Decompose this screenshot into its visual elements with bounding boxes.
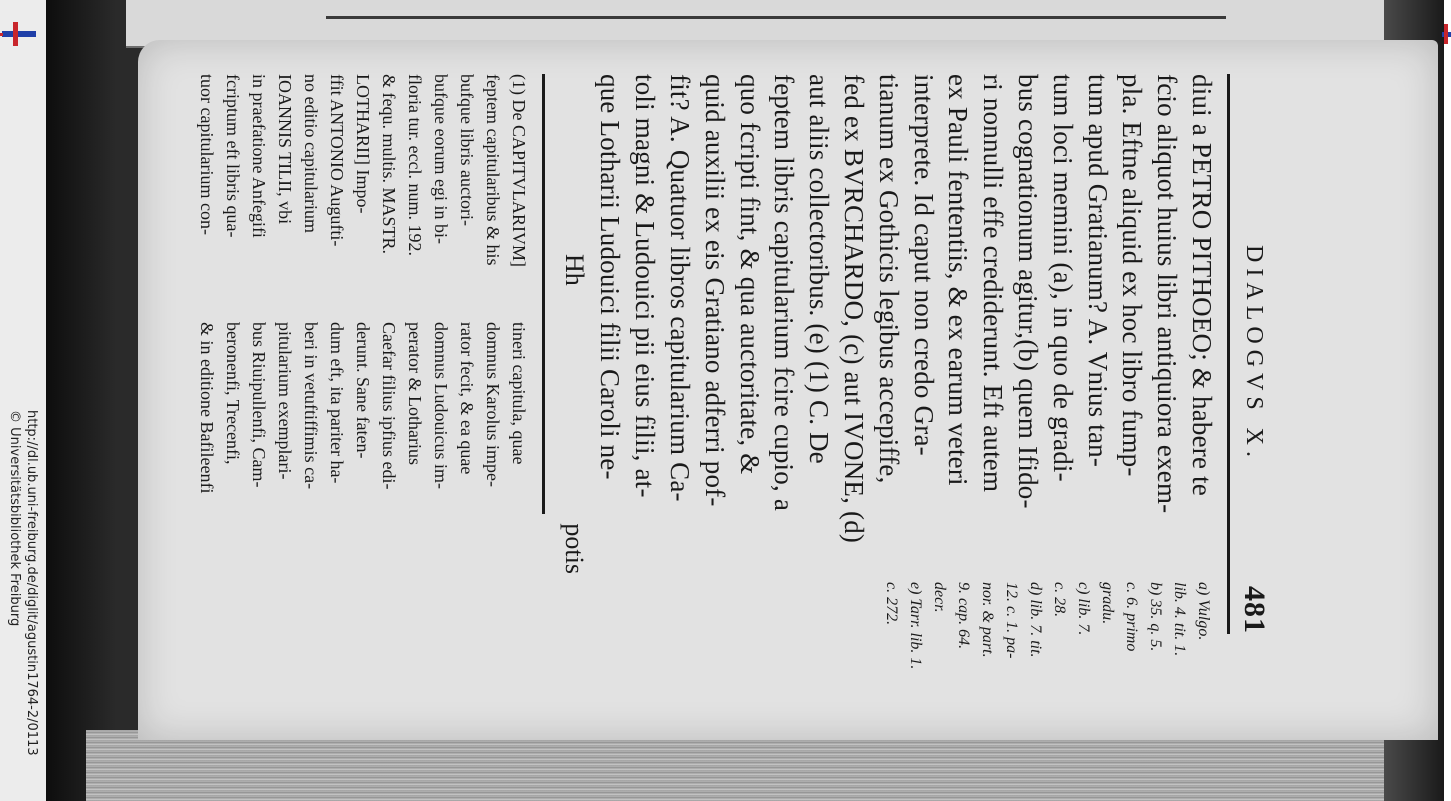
margin-note: c. 6. primo [1123, 582, 1140, 652]
text-line: tianum ex Gothicis legibus accepiffe, [873, 74, 904, 484]
margin-note: c. 272. [883, 582, 900, 626]
footnote-line: floria tur. eccl. num. 192. [404, 74, 425, 256]
footnote-line: tineri capitula, quae [508, 322, 529, 465]
footnote-line: ffit ANTONIO Augufti- [326, 74, 347, 247]
margin-note: lib. 4. tit. 1. [1171, 582, 1188, 657]
footnote-line: bufque eorum egi in bi- [430, 74, 451, 244]
library-logo-icon-right-cross [1444, 24, 1448, 44]
catchwords [559, 74, 593, 634]
text-line: toli magni & Ludouici pii eius filii, at- [630, 74, 661, 498]
margin-note: a) Vulgo. [1195, 582, 1212, 641]
text-line: ex Pauli fententiis, & ex earum veteri [943, 74, 974, 486]
running-head-title: DIALOGVS X. [1241, 245, 1267, 463]
footnote-column-2 [194, 322, 532, 552]
previous-page-rule [326, 16, 1226, 19]
text-line: quo fcripti fint, & qua auctoritate, & [734, 74, 765, 475]
margin-note: gradu. [1099, 582, 1116, 625]
running-head [1232, 74, 1276, 634]
page-edges [86, 730, 1416, 801]
footnote-line: derunt. Sane faten- [352, 322, 373, 459]
credit-text [6, 410, 40, 756]
margin-note: b) 35. q. 5. [1147, 582, 1164, 652]
footnote-line: & in editione Bafileenfi [196, 322, 217, 494]
signature-mark: Hh [559, 254, 589, 286]
footnotes [194, 74, 532, 634]
margin-note: 9. cap. 64. [955, 582, 972, 650]
footnote-line: tuor capitularium con- [196, 74, 217, 235]
footnote-line: beri in vetuftiffimis ca- [300, 322, 321, 490]
margin-note: c) lib. 7. [1075, 582, 1092, 636]
page-text-block [196, 74, 1276, 670]
credit-url[interactable]: http://dl.ub.uni-freiburg.de/diglit/agustin1764-2/0113 [24, 410, 39, 756]
text-line: pla. Eftne aliquid ex hoc libro fump- [1117, 74, 1148, 477]
footnote-line: (1) De CAPITVLARIVM] [508, 74, 529, 267]
gutter-shadow [46, 0, 116, 801]
margin-note: nor. & part. [979, 582, 996, 658]
margin-note: d) lib. 7. tit. [1027, 582, 1044, 658]
footnote-line: in praefatione Anfegifi [248, 74, 269, 238]
head-rule [1227, 74, 1230, 634]
library-logo-dot [0, 33, 3, 36]
text-line: tum apud Gratianum? A. Vnius tan- [1082, 74, 1113, 468]
margin-note: e) Tarr. lib. 1. [907, 582, 924, 670]
footnote-line: domnus Ludouicus im- [430, 322, 451, 489]
body-row [593, 74, 1219, 670]
scan-image [46, 0, 1444, 801]
text-line: fed ex BVRCHARDO, (c) aut IVONE, (d) [839, 74, 870, 544]
text-line: aut aliis collectoribus. (e) (1) C. De [804, 74, 835, 464]
margin-note: c. 28. [1051, 582, 1068, 618]
main-text [593, 74, 1219, 574]
book-page [138, 40, 1438, 740]
catchword: potis [559, 523, 589, 574]
text-line: tum loci memini (a), in quo de gradi- [1047, 74, 1078, 482]
page-number: 481 [1238, 586, 1271, 634]
footnote-line: rator fecit, & ea quae [456, 322, 477, 475]
footnote-line: domnus Karolus impe- [482, 322, 503, 487]
footnote-line: & fequ. multis. MASTR. [378, 74, 399, 255]
text-line: quid auxilii ex eis Gratiano adferri pof- [699, 74, 730, 507]
footnote-line: bus Riuipullenfi, Cam- [248, 322, 269, 488]
footnote-line: no editio capitularium [300, 74, 321, 233]
text-line: interprete. Id caput non credo Gra- [908, 74, 939, 456]
footnote-line: dum eft, ita pariter ha- [326, 322, 347, 484]
footnote-line: fcriptum eft libris qua- [222, 74, 243, 238]
text-line: que Lotharii Ludouici filii Caroli ne- [595, 74, 626, 480]
margin-note: 12. c. 1. pa- [1003, 582, 1020, 659]
credit-strip [0, 0, 47, 801]
footnote-line: pitularium exemplari- [274, 322, 295, 480]
footnote-line: Caefar filius ipfius edi- [378, 322, 399, 490]
footnote-line: beronenfi, Trecenfi, [222, 322, 243, 465]
text-line: feptem libris capitularium fcire cupio, a [769, 74, 800, 512]
footnote-line: feptem capitularibus & his [482, 74, 503, 266]
footnote-line: LOTHARII] Impo- [352, 74, 373, 214]
footnote-column-1 [194, 74, 532, 304]
footnote-rule [542, 74, 545, 514]
text-line: fcio aliquot huius libri antiquiora exem- [1152, 74, 1183, 514]
text-line: fit? A. Quatuor libros capitularium Ca- [665, 74, 696, 502]
footnote-line: perator & Lotharius [404, 322, 425, 465]
footnote-line: IOANNIS TILII, vbi [274, 74, 295, 225]
text-line: ri nonnulli effe crediderunt. Eft autem [978, 74, 1009, 493]
credit-owner: © Universitätsbibliothek Freiburg [7, 410, 22, 627]
margin-note: decr. [931, 582, 948, 613]
library-logo-icon [2, 31, 36, 37]
footnote-line: bufque libris auctori- [456, 74, 477, 226]
margin-notes [593, 574, 1219, 740]
library-logo-icon-cross [13, 22, 18, 46]
text-line: diui a PETRO PITHOEO; & habere te [1187, 74, 1217, 497]
text-line: bus cognationum agitur,(b) quem Ifido- [1013, 74, 1044, 509]
